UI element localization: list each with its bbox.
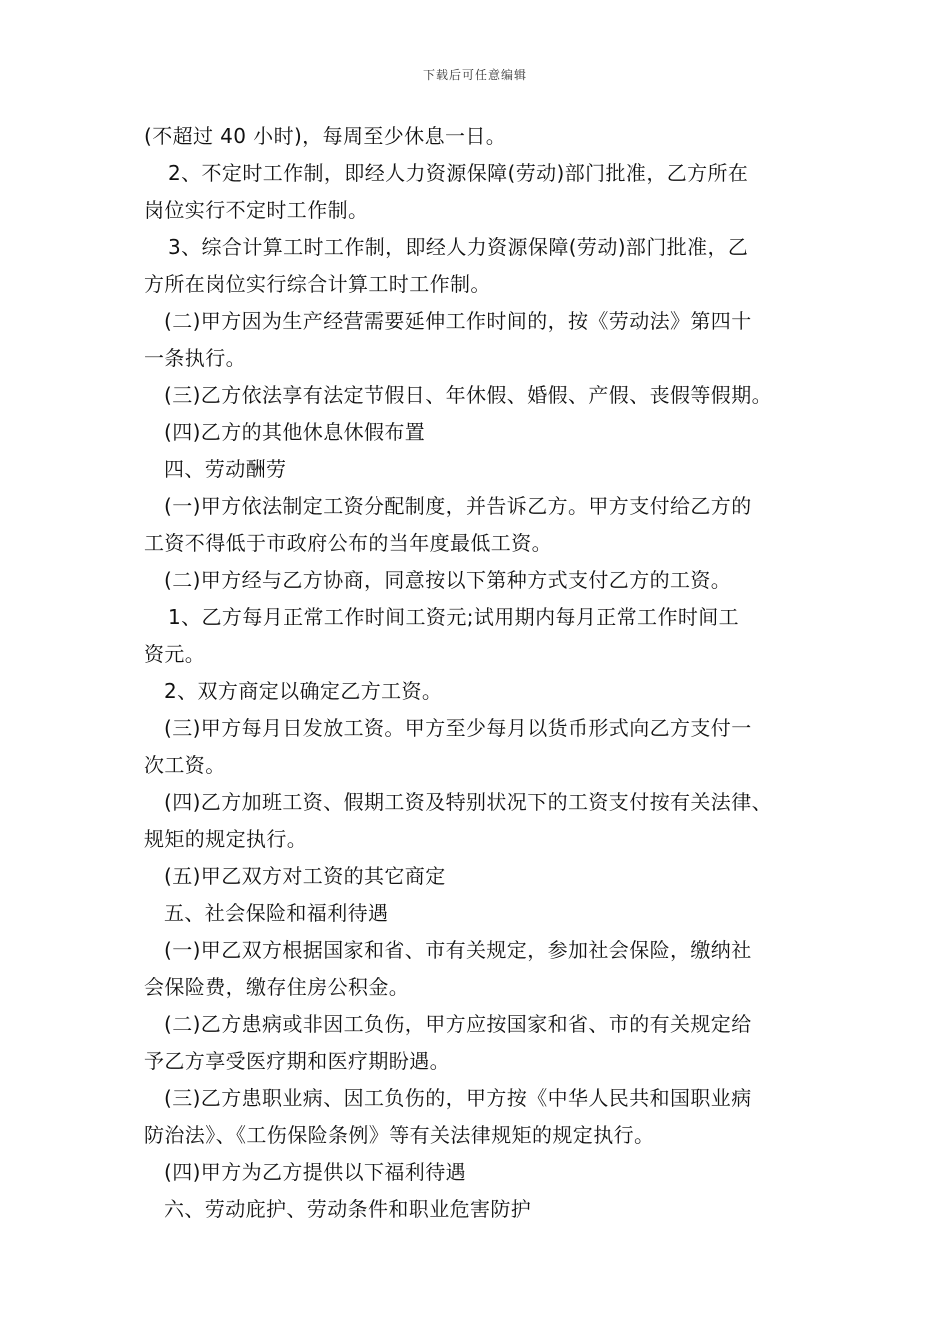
text-line: 次工资。 <box>144 753 226 777</box>
text-line: 四、劳动酬劳 <box>164 457 287 481</box>
text-line: (三)甲方每月日发放工资。甲方至少每月以货币形式向乙方支付一 <box>164 716 752 740</box>
text-line: 2、不定时工作制，即经人力资源保障(劳动)部门批准，乙方所在 <box>168 161 749 185</box>
text-line: 规矩的规定执行。 <box>144 827 308 851</box>
text-line: 会保险费，缴存住房公积金。 <box>144 975 410 999</box>
text-line: 防治法》、《工伤保险条例》等有关法律规矩的规定执行。 <box>144 1123 655 1147</box>
document-body <box>144 118 834 1228</box>
text-line: 资元。 <box>144 642 206 666</box>
text-line: (一)甲乙双方根据国家和省、市有关规定，参加社会保险，缴纳社 <box>164 938 752 962</box>
text-line: (不超过 40 小时)，每周至少休息一日。 <box>144 124 507 148</box>
page-header: 下载后可任意编辑 <box>422 68 527 82</box>
text-line: 六、劳动庇护、劳动条件和职业危害防护 <box>164 1197 532 1221</box>
text-line: (二)甲方经与乙方协商，同意按以下第种方式支付乙方的工资。 <box>164 568 732 592</box>
text-line: 2、双方商定以确定乙方工资。 <box>164 679 443 703</box>
text-line: (二)乙方患病或非因工负伤，甲方应按国家和省、市的有关规定给 <box>164 1012 752 1036</box>
text-line: (四)乙方的其他休息休假布置 <box>164 420 426 444</box>
text-line: 五、社会保险和福利待遇 <box>164 901 389 925</box>
text-line: 3、综合计算工时工作制，即经人力资源保障(劳动)部门批准，乙 <box>168 235 749 259</box>
text-line: 一条执行。 <box>144 346 246 370</box>
text-line: 岗位实行不定时工作制。 <box>144 198 369 222</box>
text-line: 予乙方享受医疗期和医疗期盼遇。 <box>144 1049 450 1073</box>
text-line: (三)乙方依法享有法定节假日、年休假、婚假、产假、丧假等假期。 <box>164 383 773 407</box>
text-line: (五)甲乙双方对工资的其它商定 <box>164 864 446 888</box>
text-line: (三)乙方患职业病、因工负伤的，甲方按《中华人民共和国职业病 <box>164 1086 752 1110</box>
text-line: (二)甲方因为生产经营需要延伸工作时间的，按《劳动法》第四十 <box>164 309 752 333</box>
text-line: 1、乙方每月正常工作时间工资元;试用期内每月正常工作时间工 <box>168 605 740 629</box>
text-line: (一)甲方依法制定工资分配制度，并告诉乙方。甲方支付给乙方的 <box>164 494 752 518</box>
text-line: (四)甲方为乙方提供以下福利待遇 <box>164 1160 467 1184</box>
text-line: 方所在岗位实行综合计算工时工作制。 <box>144 272 491 296</box>
text-line: 工资不得低于市政府公布的当年度最低工资。 <box>144 531 552 555</box>
text-line: (四)乙方加班工资、假期工资及特别状况下的工资支付按有关法律、 <box>164 790 773 814</box>
